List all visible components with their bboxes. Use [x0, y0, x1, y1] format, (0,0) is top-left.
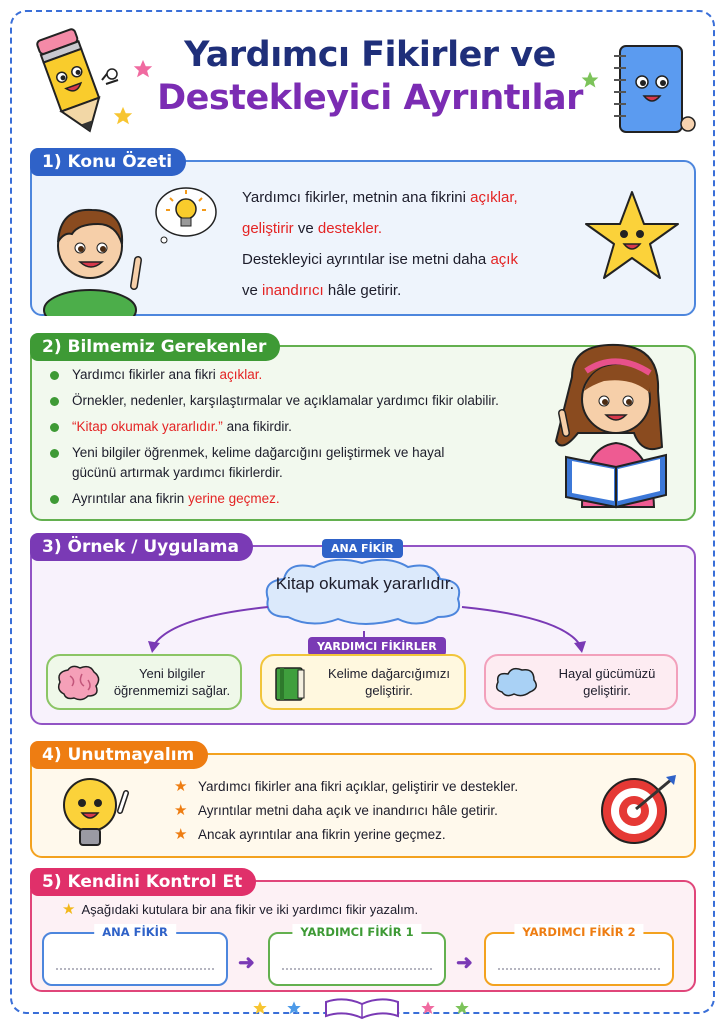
star-deco-icon: [420, 1000, 436, 1016]
bullet-text: ana fikirdir.: [222, 419, 292, 434]
arrow-right-icon: ➜: [238, 952, 255, 974]
girl-reading-icon: [532, 337, 682, 517]
highlight-gelistirir: geliştirir: [242, 220, 294, 237]
star-deco-icon: [112, 105, 134, 127]
bullet-highlight: yerine geçmez.: [188, 491, 280, 506]
highlight-acik: açık: [490, 251, 518, 268]
summary-text: [242, 182, 582, 306]
lightbulb-mascot-icon: [54, 771, 138, 857]
bullet-highlight: “Kitap okumak yararlıdır.”: [72, 419, 223, 434]
writing-line[interactable]: [498, 968, 660, 970]
page-title: [150, 34, 590, 120]
star-icon: ★: [62, 901, 76, 918]
instruction-text: Aşağıdaki kutulara bir ana fikir ve iki yardımcı fikir yazalım.: [81, 902, 419, 917]
section-1-label: 1) Konu Özeti: [30, 148, 186, 176]
thought-cloud-icon: [494, 666, 538, 700]
list-item: [46, 417, 566, 437]
ana-fikir-box-label: ANA FİKİR: [94, 924, 176, 940]
knowledge-list: [46, 365, 566, 515]
yardimci-fikir-2-box[interactable]: [484, 925, 674, 986]
section-4-label: 4) Unutmayalım: [30, 741, 208, 769]
yardimci-fikirler-tag: YARDIMCI FİKİRLER: [308, 637, 446, 656]
supporting-idea-3-text: Hayal gücümüzü geliştirir.: [558, 666, 656, 698]
ana-fikir-tag: ANA FİKİR: [322, 539, 403, 558]
notebook-mascot-icon: [600, 38, 700, 148]
boy-icon: [38, 188, 154, 316]
summary-text-ve-2: ve: [242, 282, 263, 299]
arrow-right-icon: ➜: [456, 952, 473, 974]
lightbulb-icon: [150, 182, 224, 248]
summary-line-1: Yardımcı fikirler, metnin ana fikrini: [242, 189, 471, 206]
supporting-idea-2-text: Kelime dağarcığımızı geliştirir.: [327, 666, 451, 698]
pencil-mascot-icon: [22, 22, 122, 142]
title-line-2: Destekleyici Ayrıntılar: [157, 78, 583, 118]
bullet-text: Örnekler, nedenler, karşılaştırmalar ve açıklamalar yardımcı fikir olabilir.: [72, 393, 499, 408]
reminder-list: [172, 777, 552, 849]
supporting-idea-1-text: Yeni bilgiler öğrenmemizi sağlar.: [113, 666, 231, 698]
section-5-label: 5) Kendini Kontrol Et: [30, 868, 256, 896]
yardimci-fikir-2-label: YARDIMCI FİKİR 2: [514, 924, 643, 940]
supporting-idea-1: [46, 654, 242, 710]
summary-line-4: hâle getirir.: [323, 282, 402, 299]
yardimci-fikir-1-label: YARDIMCI FİKİR 1: [292, 924, 421, 940]
bullet-text: Yeni bilgiler öğrenmek, kelime dağarcığını geliştirmek ve hayal gücünü artırmak yardımcı fikirlerdir.: [72, 445, 445, 480]
star-deco-icon: [580, 70, 600, 90]
section-ornek-uygulama: [30, 537, 696, 725]
star-mascot-icon: [582, 188, 682, 288]
title-line-1: Yardımcı Fikirler ve: [184, 35, 556, 75]
summary-text-ve: ve: [293, 220, 318, 237]
main-idea-text: Kitap okumak yararlıdır.: [275, 574, 455, 593]
section-unutmayalim: [30, 745, 696, 858]
summary-line-3: Destekleyici ayrıntılar ise metni daha: [242, 251, 491, 268]
books-icon: [270, 664, 310, 704]
list-item: ★ Ancak ayrıntılar ana fikrin yerine geçmez.: [172, 825, 552, 845]
list-item: [46, 443, 466, 483]
highlight-destekler: destekler.: [317, 220, 383, 237]
section-kendini-kontrol-et: [30, 872, 696, 992]
section-3-label: 3) Örnek / Uygulama: [30, 533, 253, 561]
writing-line[interactable]: [282, 968, 432, 970]
list-item: [46, 489, 566, 509]
section-2-label: 2) Bilmemiz Gerekenler: [30, 333, 280, 361]
highlight-inandirici: inandırıcı: [262, 282, 324, 299]
brain-icon: [56, 664, 100, 702]
star-deco-icon: [454, 1000, 470, 1016]
section-konu-ozeti: [30, 152, 696, 316]
ana-fikir-box[interactable]: [42, 925, 228, 986]
bullet-text: Yardımcı fikirler ana fikri: [72, 367, 220, 382]
supporting-idea-2: [260, 654, 466, 710]
list-item: [46, 365, 566, 385]
yardimci-fikir-1-box[interactable]: [268, 925, 446, 986]
supporting-idea-3: [484, 654, 678, 710]
highlight-aciklar: açıklar,: [470, 189, 518, 206]
star-deco-icon: [252, 1000, 268, 1016]
target-icon: [596, 771, 680, 847]
list-item: ★ Ayrıntılar metni daha açık ve inandırıcı hâle getirir.: [172, 801, 552, 821]
bullet-text: Ayrıntılar ana fikrin: [72, 491, 189, 506]
instruction: [62, 900, 418, 918]
section-bilmemiz-gerekenler: [30, 337, 696, 521]
bullet-highlight: açıklar.: [219, 367, 263, 382]
list-item: [46, 391, 566, 411]
list-item: ★ Yardımcı fikirler ana fikri açıklar, geliştirir ve destekler.: [172, 777, 552, 797]
star-deco-icon: [286, 1000, 302, 1016]
writing-line[interactable]: [56, 968, 214, 970]
open-book-icon: [322, 996, 402, 1020]
